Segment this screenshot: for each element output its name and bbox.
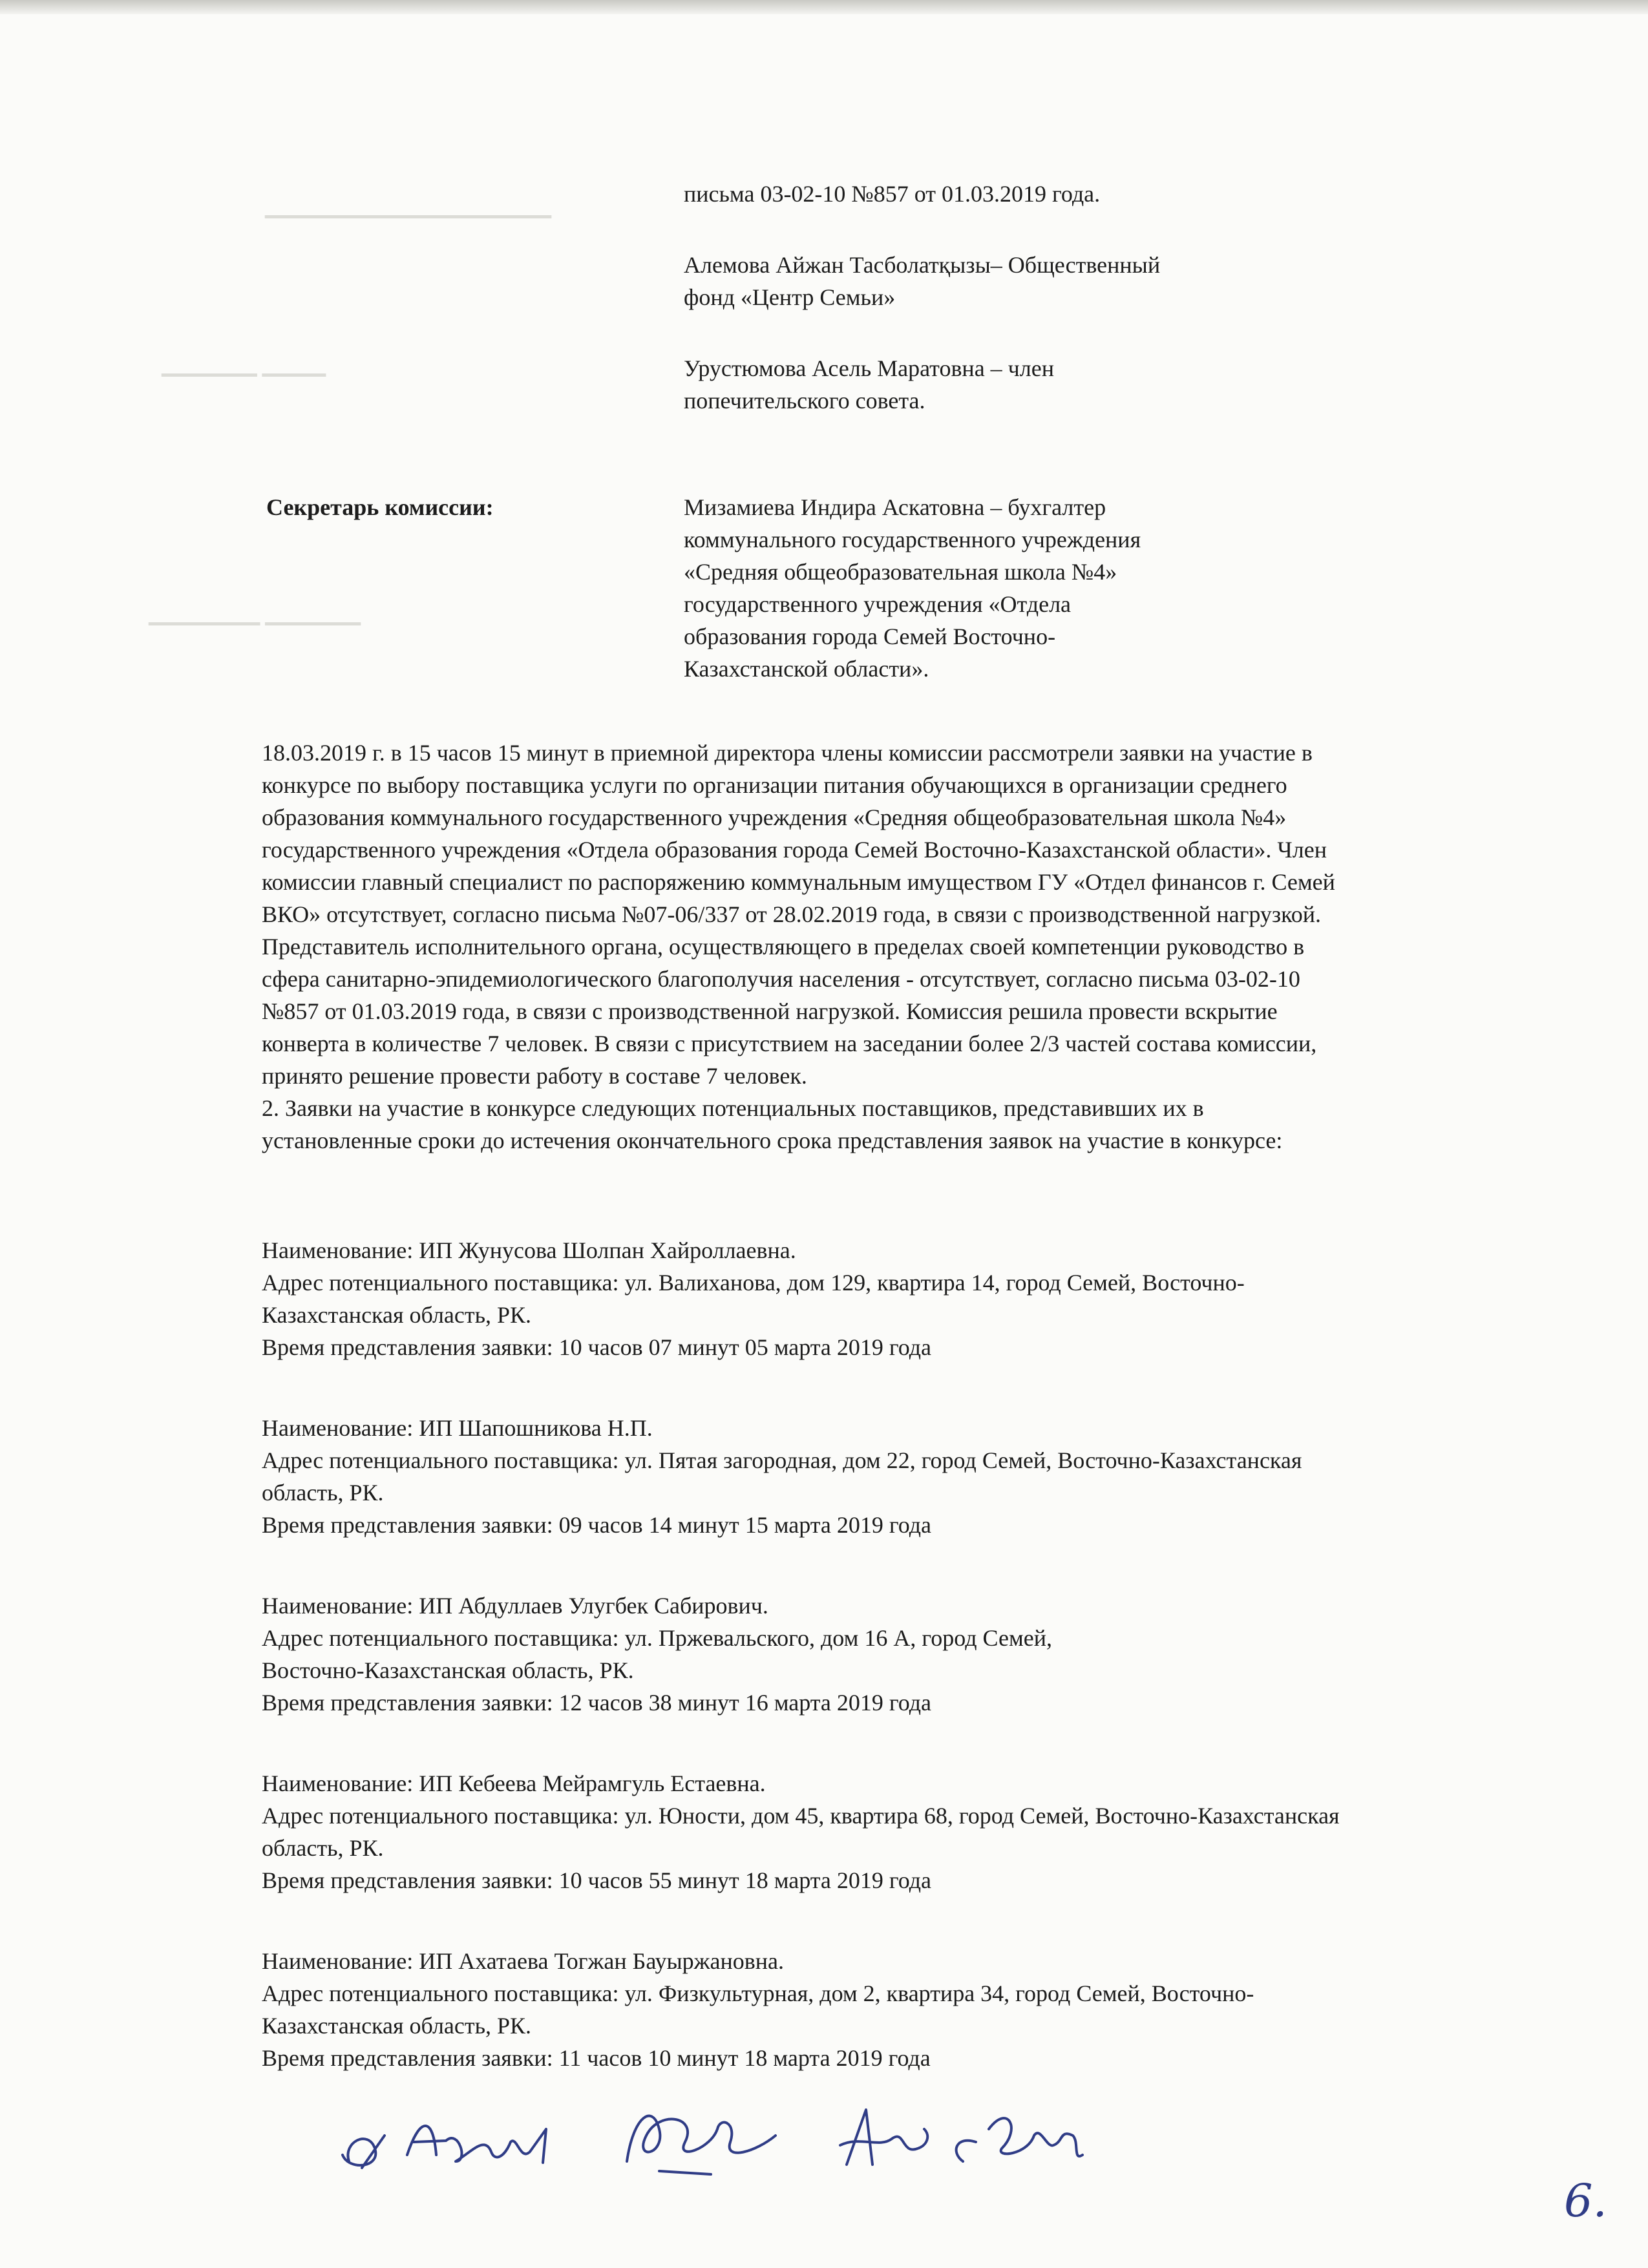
member-entry-line: попечительского совета. — [684, 388, 925, 414]
supplier-address: область, РК. — [262, 1480, 384, 1506]
body-line: 2. Заявки на участие в конкурсе следующих потенциальных поставщиков, представивших их в — [262, 1095, 1204, 1121]
body-line: №857 от 01.03.2019 года, в связи с производственной нагрузкой. Комиссия решила провести вскрытие — [262, 998, 1278, 1024]
supplier-address: Адрес потенциального поставщика: ул. Пржевальского, дом 16 А, город Семей, — [262, 1625, 1052, 1651]
supplier-address: область, РК. — [262, 1835, 384, 1861]
supplier-name: Наименование: ИП Абдуллаев Улугбек Сабирович. — [262, 1593, 768, 1619]
supplier-address: Казахстанская область, РК. — [262, 1302, 532, 1328]
supplier-entry-2 — [262, 1590, 1541, 1719]
supplier-address: Адрес потенциального поставщика: ул. Пятая загородная, дом 22, город Семей, Восточно-Казахстанская — [262, 1447, 1302, 1473]
supplier-address: Адрес потенциального поставщика: ул. Юности, дом 45, квартира 68, город Семей, Восточно-Казахстанская — [262, 1803, 1340, 1829]
page-number: 6. — [1564, 2174, 1607, 2227]
bleed-through-text: ▁▁▁▁▁▁▁▁▁▁▁▁▁▁▁▁▁▁ — [265, 194, 551, 218]
supplier-submission-time: Время представления заявки: 09 часов 14 минут 15 марта 2019 года — [262, 1512, 932, 1538]
supplier-submission-time: Время представления заявки: 12 часов 38 минут 16 марта 2019 года — [262, 1690, 932, 1716]
body-line: государственного учреждения «Отдела образования города Семей Восточно-Казахстанской области». Член — [262, 837, 1327, 863]
member-entry-line: письма 03-02-10 №857 от 01.03.2019 года. — [684, 181, 1101, 207]
supplier-submission-time: Время представления заявки: 10 часов 55 минут 18 марта 2019 года — [262, 1867, 932, 1893]
supplier-address: Адрес потенциального поставщика: ул. Физкультурная, дом 2, квартира 34, город Семей, Восточно- — [262, 1980, 1254, 2006]
secretary-label: Секретарь комиссии: — [266, 494, 494, 520]
body-line: 18.03.2019 г. в 15 часов 15 минут в приемной директора члены комиссии рассмотрели заявки на участие в — [262, 740, 1313, 766]
secretary-line: коммунального государственного учреждения — [684, 527, 1141, 552]
supplier-address: Казахстанская область, РК. — [262, 2013, 532, 2039]
supplier-entry-0 — [262, 1234, 1541, 1363]
body-line: образования коммунального государственного учреждения «Средняя общеобразовательная школа №4» — [262, 804, 1287, 830]
supplier-address: Адрес потенциального поставщика: ул. Валиханова, дом 129, квартира 14, город Семей, Восточно- — [262, 1270, 1245, 1296]
supplier-name: Наименование: ИП Ахатаева Тогжан Бауыржановна. — [262, 1948, 785, 1974]
member-entry-line: Урустюмова Асель Маратовна – член — [684, 355, 1054, 381]
body-line: установленные сроки до истечения окончательного срока представления заявок на участие в конкурсе: — [262, 1128, 1283, 1153]
supplier-name: Наименование: ИП Кебеева Мейрамгуль Естаевна. — [262, 1770, 766, 1796]
body-line: сфера санитарно-эпидемиологического благополучия населения - отсутствует, согласно письма 03-02-10 — [262, 966, 1300, 992]
secretary-line: государственного учреждения «Отдела — [684, 591, 1072, 617]
session-report-paragraph — [262, 737, 1541, 1157]
body-line: конверта в количестве 7 человек. В связи с присутствием на заседании более 2/3 частей состава комиссии, — [262, 1031, 1317, 1056]
body-line: Представитель исполнительного органа, осуществляющего в пределах своей компетенции руководство в — [262, 934, 1305, 960]
secretary-line: «Средняя общеобразовательная школа №4» — [684, 559, 1117, 585]
body-line: конкурсе по выбору поставщика услуги по организации питания обучающихся в организации среднего — [262, 772, 1287, 798]
supplier-name: Наименование: ИП Шапошникова Н.П. — [262, 1415, 653, 1441]
bleed-through-text: ▁▁▁▁▁▁ ▁▁▁▁ — [162, 353, 326, 376]
secretary-details — [684, 491, 1330, 685]
body-line: принято решение провести работу в составе 7 человек. — [262, 1063, 807, 1089]
supplier-entry-3 — [262, 1767, 1541, 1896]
member-entry-1 — [684, 249, 1330, 313]
secretary-line: Мизамиева Индира Аскатовна – бухгалтер — [684, 494, 1106, 520]
supplier-submission-time: Время представления заявки: 11 часов 10 минут 18 марта 2019 года — [262, 2045, 931, 2071]
supplier-entry-1 — [262, 1412, 1541, 1541]
supplier-address: Восточно-Казахстанская область, РК. — [262, 1657, 634, 1683]
handwritten-signatures — [323, 2090, 1099, 2181]
body-line: комиссии главный специалист по распоряжению коммунальным имуществом ГУ «Отдел финансов г. Семей — [262, 869, 1335, 895]
member-entry-line: Алемова Айжан Тасболатқызы– Общественный — [684, 252, 1161, 278]
secretary-line: Казахстанской области». — [684, 656, 929, 682]
body-line: ВКО» отсутствует, согласно письма №07-06/337 от 28.02.2019 года, в связи с производственной нагрузкой. — [262, 901, 1322, 927]
bleed-through-text: ▁▁▁▁▁▁▁ ▁▁▁▁▁▁ — [149, 602, 361, 625]
supplier-submission-time: Время представления заявки: 10 часов 07 минут 05 марта 2019 года — [262, 1334, 932, 1360]
member-entry-line: фонд «Центр Семьи» — [684, 284, 896, 310]
member-entry-2 — [684, 352, 1330, 417]
member-entry-0 — [684, 178, 1330, 210]
supplier-entry-4 — [262, 1945, 1541, 2074]
secretary-line: образования города Семей Восточно- — [684, 624, 1056, 649]
supplier-name: Наименование: ИП Жунусова Шолпан Хайроллаевна. — [262, 1237, 796, 1263]
